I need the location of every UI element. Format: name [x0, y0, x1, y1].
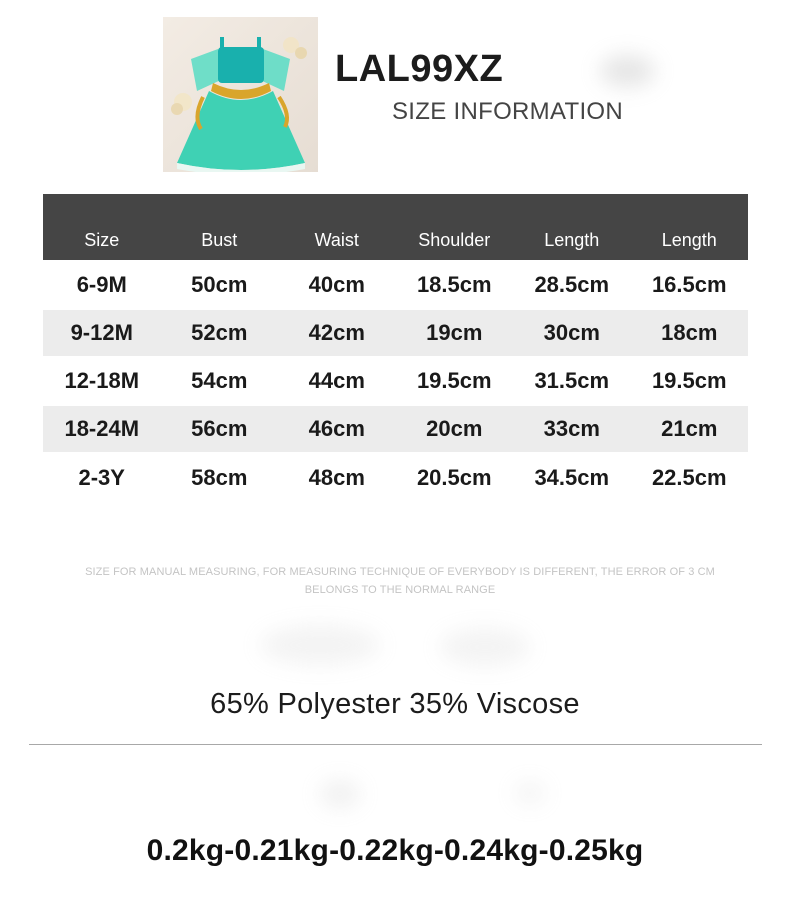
table-cell: 6-9M [43, 261, 161, 309]
page-subtitle: SIZE INFORMATION [392, 98, 624, 125]
table-row [43, 357, 748, 405]
measurement-note [40, 563, 760, 599]
table-cell: 16.5cm [631, 261, 749, 309]
table-cell: 48cm [278, 453, 396, 501]
weight-list: 0.2kg-0.21kg-0.22kg-0.24kg-0.25kg [146, 834, 644, 867]
table-cell: 31.5cm [513, 357, 631, 405]
divider [29, 744, 762, 745]
product-photo [163, 17, 318, 172]
table-cell: 58cm [161, 453, 279, 501]
table-cell: 52cm [161, 309, 279, 357]
table-cell: 18.5cm [396, 261, 514, 309]
column-header-waist: Waist [314, 230, 359, 250]
table-cell: 22.5cm [631, 453, 749, 501]
table-cell: 12-18M [43, 357, 161, 405]
table-cell: 19.5cm [396, 357, 514, 405]
table-cell: 56cm [161, 405, 279, 453]
table-header-row [43, 194, 748, 261]
column-header-shoulder: Shoulder [418, 230, 491, 250]
table-cell: 34.5cm [513, 453, 631, 501]
table-cell: 21cm [631, 405, 749, 453]
table-cell: 30cm [513, 309, 631, 357]
table-cell: 2-3Y [43, 453, 161, 501]
watermark-smudge [600, 55, 655, 87]
dress-photo-icon [163, 17, 318, 172]
table-cell: 33cm [513, 405, 631, 453]
table-cell: 46cm [278, 405, 396, 453]
material-composition: 65% Polyester 35% Viscose [210, 688, 580, 720]
table-cell: 18cm [631, 309, 749, 357]
table-row [43, 261, 748, 309]
table-cell: 44cm [278, 357, 396, 405]
measurement-note-line-1: SIZE FOR MANUAL MEASURING, FOR MEASURING TECHNIQUE OF EVERYBODY IS DIFFERENT, THE ERROR OF 3 CM [85, 566, 715, 578]
column-header-length-2: Length [661, 230, 717, 250]
table-cell: 9-12M [43, 309, 161, 357]
measurement-note-line-2: BELONGS TO THE NORMAL RANGE [304, 584, 496, 596]
table-row [43, 453, 748, 501]
watermark-smudge [260, 625, 380, 665]
watermark-smudge [320, 780, 360, 808]
column-header-length: Length [544, 230, 600, 250]
table-row [43, 309, 748, 357]
table-cell: 42cm [278, 309, 396, 357]
table-cell: 19.5cm [631, 357, 749, 405]
watermark-smudge [515, 782, 545, 804]
table-row [43, 405, 748, 453]
size-table [43, 194, 748, 501]
column-header-bust: Bust [201, 230, 238, 250]
model-code: LAL99XZ [335, 48, 504, 90]
table-cell: 18-24M [43, 405, 161, 453]
table-cell: 20.5cm [396, 453, 514, 501]
column-header-size: Size [84, 230, 120, 250]
table-cell: 20cm [396, 405, 514, 453]
table-cell: 54cm [161, 357, 279, 405]
table-cell: 40cm [278, 261, 396, 309]
table-cell: 28.5cm [513, 261, 631, 309]
table-cell: 19cm [396, 309, 514, 357]
watermark-smudge [440, 628, 530, 666]
table-cell: 50cm [161, 261, 279, 309]
